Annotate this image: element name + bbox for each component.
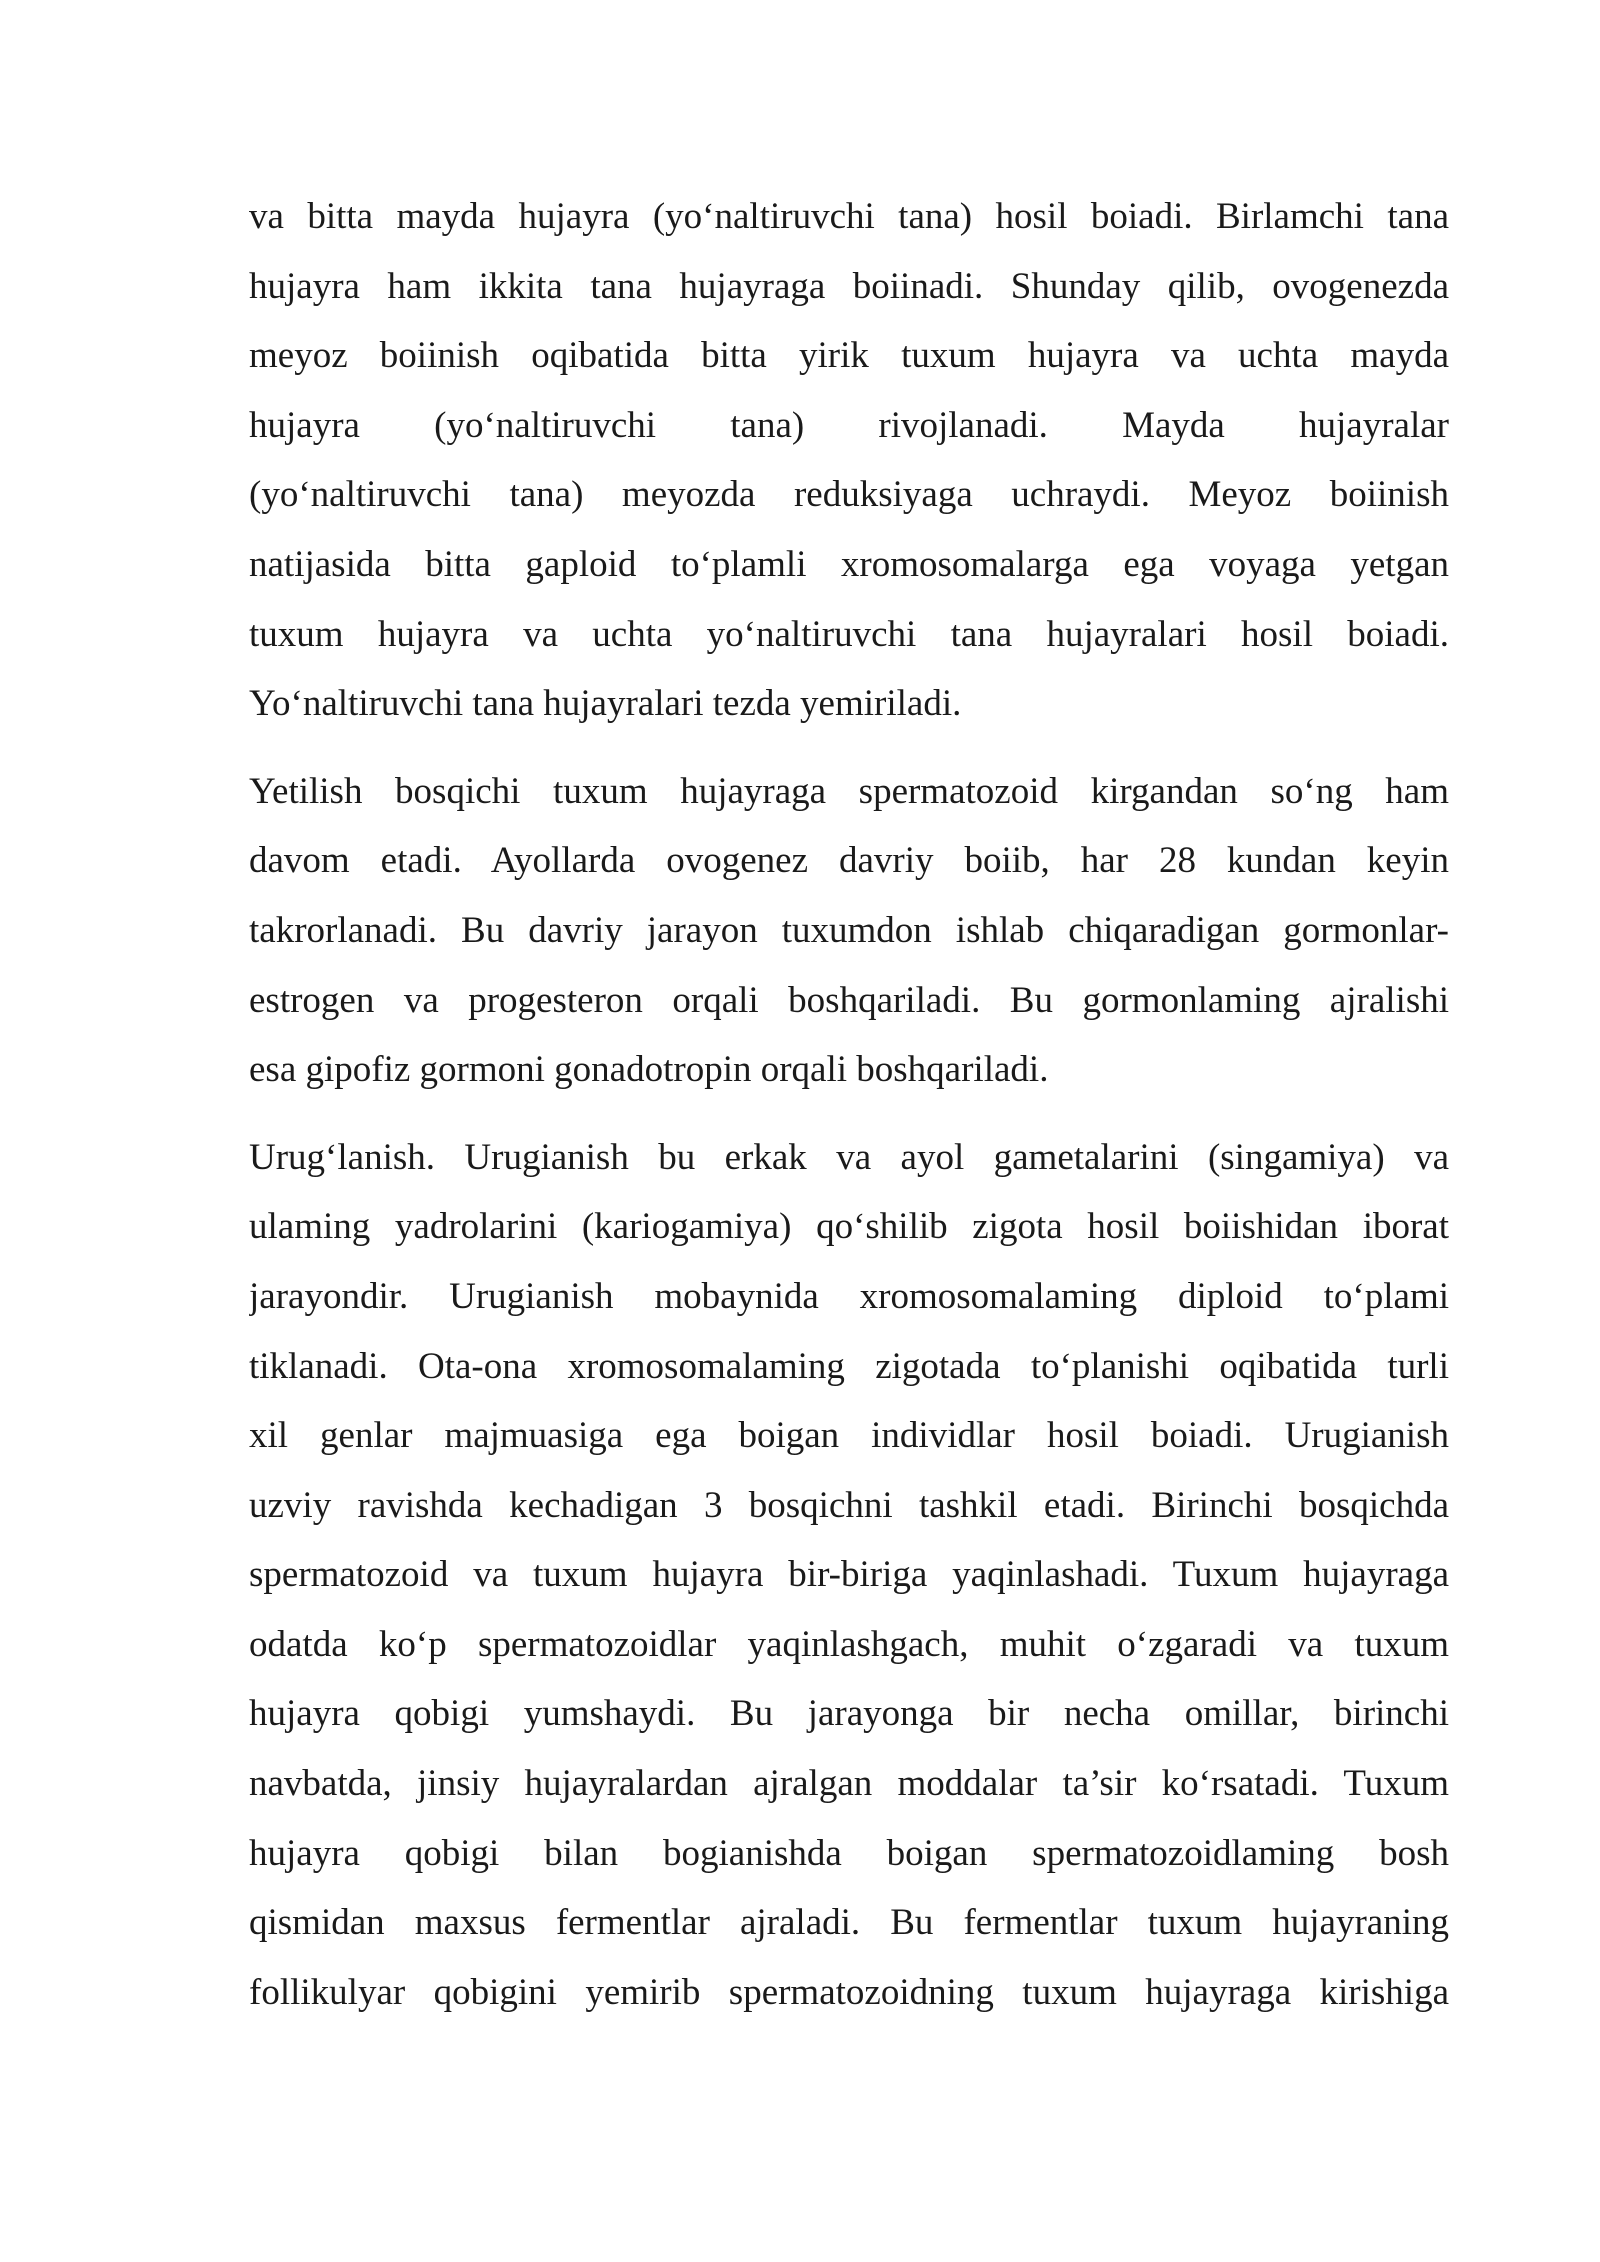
text-line: meyoz boiinish oqibatida bitta yirik tuxum hujayra va uchta mayda [249, 335, 1449, 377]
text-line: odatda ko‘p spermatozoidlar yaqinlashgach, muhit o‘zgaradi va tuxum [249, 1623, 1449, 1665]
text-line: davom etadi. Ayollarda ovogenez davriy boiib, har 28 kundan keyin [249, 840, 1449, 882]
text-line: jarayondir. Urugianish mobaynida xromosomalaming diploid to‘plami [249, 1275, 1449, 1317]
text-line: qismidan maxsus fermentlar ajraladi. Bu fermentlar tuxum hujayraning [249, 1902, 1449, 1944]
text-line: va bitta mayda hujayra (yo‘naltiruvchi tana) hosil boiadi. Birlamchi tana [249, 196, 1449, 237]
text-line: spermatozoid va tuxum hujayra bir-biriga yaqinlashadi. Tuxum hujayraga [249, 1554, 1449, 1596]
paragraph-2 [249, 757, 1449, 1105]
text-line: (yo‘naltiruvchi tana) meyozda reduksiyaga uchraydi. Meyoz boiinish [249, 474, 1449, 516]
text-line: hujayra ham ikkita tana hujayraga boiinadi. Shunday qilib, ovogenezda [249, 265, 1449, 307]
text-line: hujayra qobigi yumshaydi. Bu jarayonga bir necha omillar, birinchi [249, 1693, 1449, 1735]
text-line: Yo‘naltiruvchi tana hujayralari tezda yemiriladi. [249, 683, 962, 725]
text-line: esa gipofiz gormoni gonadotropin orqali boshqariladi. [249, 1049, 1049, 1091]
text-line: takrorlanadi. Bu davriy jarayon tuxumdon ishlab chiqaradigan gormonlar- [249, 909, 1449, 951]
text-line: tuxum hujayra va uchta yo‘naltiruvchi tana hujayralari hosil boiadi. [249, 613, 1449, 655]
text-line: estrogen va progesteron orqali boshqariladi. Bu gormonlaming ajralishi [249, 979, 1449, 1021]
text-line: tiklanadi. Ota-ona xromosomalaming zigotada to‘planishi oqibatida turli [249, 1345, 1449, 1387]
text-line: xil genlar majmuasiga ega boigan individlar hosil boiadi. Urugianish [249, 1415, 1449, 1457]
paragraph-3 [249, 1123, 1449, 2028]
text-line: ulaming yadrolarini (kariogamiya) qo‘shilib zigota hosil boiishidan iborat [249, 1206, 1449, 1248]
text-line: natijasida bitta gaploid to‘plamli xromosomalarga ega voyaga yetgan [249, 543, 1449, 585]
paragraph-1 [249, 182, 1449, 739]
text-line: hujayra (yo‘naltiruvchi tana) rivojlanadi. Mayda hujayralar [249, 404, 1449, 446]
body-text [249, 182, 1449, 2045]
text-line: hujayra qobigi bilan bogianishda boigan spermatozoidlaming bosh [249, 1832, 1449, 1874]
text-line: follikulyar qobigini yemirib spermatozoidning tuxum hujayraga kirishiga [249, 1971, 1449, 2013]
text-line: Urug‘lanish. Urugianish bu erkak va ayol gametalarini (singamiya) va [249, 1136, 1449, 1178]
text-line: Yetilish bosqichi tuxum hujayraga spermatozoid kirgandan so‘ng ham [249, 770, 1449, 812]
text-line: uzviy ravishda kechadigan 3 bosqichni tashkil etadi. Birinchi bosqichda [249, 1484, 1449, 1526]
text-line: navbatda, jinsiy hujayralardan ajralgan moddalar ta’sir ko‘rsatadi. Tuxum [249, 1763, 1449, 1805]
